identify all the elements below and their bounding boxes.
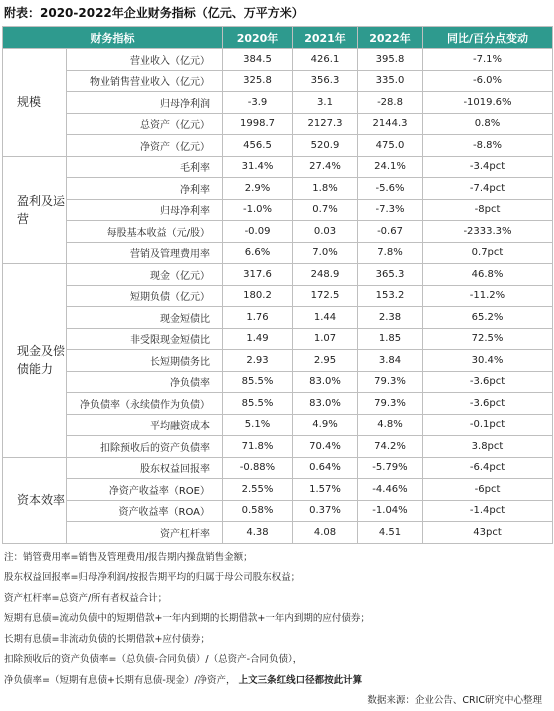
metric-name: 净利率 bbox=[67, 178, 223, 200]
value-2022: 335.0 bbox=[358, 70, 423, 92]
value-change: -3.6pct bbox=[423, 371, 553, 393]
value-2021: 83.0% bbox=[293, 371, 358, 393]
value-change: -7.1% bbox=[423, 49, 553, 71]
value-change: -6.4pct bbox=[423, 457, 553, 479]
table-row bbox=[3, 70, 553, 92]
note-line: 短期有息债=流动负债中的短期借款+一年内到期的长期借款+一年内到期的应付债券； bbox=[4, 613, 370, 624]
value-change: 0.8% bbox=[423, 113, 553, 135]
value-change: 72.5% bbox=[423, 328, 553, 350]
value-2021: 0.7% bbox=[293, 199, 358, 221]
table-row bbox=[3, 457, 553, 479]
value-2021: 0.64% bbox=[293, 457, 358, 479]
value-2020: 1.76 bbox=[223, 307, 293, 329]
table-row bbox=[3, 49, 553, 71]
note-line: 股东权益回报率=归母净利润/按报告期平均的归属于母公司股东权益； bbox=[4, 572, 301, 583]
metric-name: 短期负债（亿元） bbox=[67, 285, 223, 307]
value-2021: 426.1 bbox=[293, 49, 358, 71]
table-title: 附表：2020-2022年企业财务指标（亿元、万平方米） bbox=[4, 6, 304, 20]
metric-name: 现金（亿元） bbox=[67, 264, 223, 286]
value-2021: 83.0% bbox=[293, 393, 358, 415]
value-2020: -3.9 bbox=[223, 92, 293, 114]
value-2020: 1.49 bbox=[223, 328, 293, 350]
table-row bbox=[3, 242, 553, 264]
value-2022: 7.8% bbox=[358, 242, 423, 264]
value-2021: 0.37% bbox=[293, 500, 358, 522]
metric-name: 净负债率 bbox=[67, 371, 223, 393]
value-2022: 24.1% bbox=[358, 156, 423, 178]
value-2022: 365.3 bbox=[358, 264, 423, 286]
metric-name: 每股基本收益（元/股） bbox=[67, 221, 223, 243]
notes bbox=[0, 548, 554, 692]
value-2020: 2.9% bbox=[223, 178, 293, 200]
table-row bbox=[3, 113, 553, 135]
value-2021: 520.9 bbox=[293, 135, 358, 157]
header-2022: 2022年 bbox=[358, 27, 423, 49]
metric-name: 总资产（亿元） bbox=[67, 113, 223, 135]
value-2020: 6.6% bbox=[223, 242, 293, 264]
metric-name: 净资产收益率（ROE） bbox=[67, 479, 223, 501]
metric-name: 股东权益回报率 bbox=[67, 457, 223, 479]
value-2020: 1998.7 bbox=[223, 113, 293, 135]
data-source: 数据来源：企业公告、CRIC研究中心整理 bbox=[367, 695, 542, 706]
value-2021: 7.0% bbox=[293, 242, 358, 264]
value-change: -6pct bbox=[423, 479, 553, 501]
metric-name: 资产杠杆率 bbox=[67, 522, 223, 544]
metric-name: 非受限现金短债比 bbox=[67, 328, 223, 350]
table-row bbox=[3, 500, 553, 522]
value-2020: -1.0% bbox=[223, 199, 293, 221]
value-change: -6.0% bbox=[423, 70, 553, 92]
value-change: 46.8% bbox=[423, 264, 553, 286]
value-2022: 153.2 bbox=[358, 285, 423, 307]
header-metric: 财务指标 bbox=[3, 27, 223, 49]
table-row bbox=[3, 285, 553, 307]
value-change: -11.2% bbox=[423, 285, 553, 307]
value-change: 65.2% bbox=[423, 307, 553, 329]
category-label: 资本效率 bbox=[3, 457, 67, 543]
header-2021: 2021年 bbox=[293, 27, 358, 49]
value-2020: 5.1% bbox=[223, 414, 293, 436]
table-row bbox=[3, 350, 553, 372]
category-label: 规模 bbox=[3, 49, 67, 157]
value-2021: 70.4% bbox=[293, 436, 358, 458]
note-line bbox=[4, 671, 554, 692]
value-change: 43pct bbox=[423, 522, 553, 544]
table-row bbox=[3, 178, 553, 200]
metric-name: 平均融资成本 bbox=[67, 414, 223, 436]
table-row bbox=[3, 199, 553, 221]
value-2022: -0.67 bbox=[358, 221, 423, 243]
table-row bbox=[3, 436, 553, 458]
metric-name: 营业收入（亿元） bbox=[67, 49, 223, 71]
value-change: -0.1pct bbox=[423, 414, 553, 436]
value-2022: -1.04% bbox=[358, 500, 423, 522]
value-2020: 2.55% bbox=[223, 479, 293, 501]
metric-name: 现金短债比 bbox=[67, 307, 223, 329]
table-row bbox=[3, 264, 553, 286]
value-2022: 74.2% bbox=[358, 436, 423, 458]
table-row bbox=[3, 92, 553, 114]
value-2022: -4.46% bbox=[358, 479, 423, 501]
value-2020: 180.2 bbox=[223, 285, 293, 307]
metric-name: 归母净利率 bbox=[67, 199, 223, 221]
value-2021: 4.9% bbox=[293, 414, 358, 436]
value-change: 30.4% bbox=[423, 350, 553, 372]
value-2022: -5.79% bbox=[358, 457, 423, 479]
table-body bbox=[3, 49, 553, 544]
value-change: -7.4pct bbox=[423, 178, 553, 200]
metric-name: 毛利率 bbox=[67, 156, 223, 178]
value-2021: 3.1 bbox=[293, 92, 358, 114]
table-row bbox=[3, 156, 553, 178]
value-change: -2333.3% bbox=[423, 221, 553, 243]
metric-name: 物业销售营业收入（亿元） bbox=[67, 70, 223, 92]
value-2021: 2127.3 bbox=[293, 113, 358, 135]
value-change: -8.8% bbox=[423, 135, 553, 157]
value-2022: -5.6% bbox=[358, 178, 423, 200]
note-line: 资产杠杆率=总资产/所有者权益合计； bbox=[4, 592, 168, 604]
value-2020: 384.5 bbox=[223, 49, 293, 71]
table-row bbox=[3, 371, 553, 393]
value-2022: -7.3% bbox=[358, 199, 423, 221]
metric-name: 营销及管理费用率 bbox=[67, 242, 223, 264]
table-header-row bbox=[3, 27, 553, 49]
value-2020: -0.88% bbox=[223, 457, 293, 479]
value-2022: 4.51 bbox=[358, 522, 423, 544]
value-2022: -28.8 bbox=[358, 92, 423, 114]
table-row bbox=[3, 414, 553, 436]
metric-name: 净资产（亿元） bbox=[67, 135, 223, 157]
value-2021: 1.57% bbox=[293, 479, 358, 501]
value-change: -1.4pct bbox=[423, 500, 553, 522]
value-2020: 4.38 bbox=[223, 522, 293, 544]
value-change: -3.6pct bbox=[423, 393, 553, 415]
financial-table bbox=[2, 26, 553, 544]
value-2020: 85.5% bbox=[223, 393, 293, 415]
value-2021: 1.07 bbox=[293, 328, 358, 350]
value-2022: 1.85 bbox=[358, 328, 423, 350]
value-2020: 85.5% bbox=[223, 371, 293, 393]
category-label: 盈利及运营 bbox=[3, 156, 67, 264]
metric-name: 净负债率（永续债作为负债） bbox=[67, 393, 223, 415]
value-2021: 27.4% bbox=[293, 156, 358, 178]
note-bold: 上文三条红线口径都按此计算 bbox=[238, 674, 363, 686]
value-2021: 2.95 bbox=[293, 350, 358, 372]
value-2020: 456.5 bbox=[223, 135, 293, 157]
note-line: 扣除预收后的资产负债率=（总负债-合同负债）/（总资产-合同负债）， bbox=[4, 654, 303, 665]
value-2022: 2144.3 bbox=[358, 113, 423, 135]
table-row bbox=[3, 479, 553, 501]
metric-name: 资产收益率（ROA） bbox=[67, 500, 223, 522]
value-change: -3.4pct bbox=[423, 156, 553, 178]
header-change: 同比/百分点变动 bbox=[423, 27, 553, 49]
table-row bbox=[3, 328, 553, 350]
metric-name: 归母净利润 bbox=[67, 92, 223, 114]
metric-name: 扣除预收后的资产负债率 bbox=[67, 436, 223, 458]
value-change: -8pct bbox=[423, 199, 553, 221]
value-2021: 356.3 bbox=[293, 70, 358, 92]
table-row bbox=[3, 393, 553, 415]
value-2022: 79.3% bbox=[358, 371, 423, 393]
note-line: 长期有息债=非流动负债的长期借款+应付债券； bbox=[4, 633, 210, 645]
value-change: -1019.6% bbox=[423, 92, 553, 114]
metric-name: 长短期债务比 bbox=[67, 350, 223, 372]
value-2020: 317.6 bbox=[223, 264, 293, 286]
value-2020: 71.8% bbox=[223, 436, 293, 458]
value-2022: 3.84 bbox=[358, 350, 423, 372]
value-2020: 31.4% bbox=[223, 156, 293, 178]
value-2022: 475.0 bbox=[358, 135, 423, 157]
value-2022: 395.8 bbox=[358, 49, 423, 71]
value-2020: 325.8 bbox=[223, 70, 293, 92]
value-2021: 1.8% bbox=[293, 178, 358, 200]
value-2021: 1.44 bbox=[293, 307, 358, 329]
value-2021: 0.03 bbox=[293, 221, 358, 243]
value-2020: 2.93 bbox=[223, 350, 293, 372]
value-2020: 0.58% bbox=[223, 500, 293, 522]
note-text: 净负债率=（短期有息债+长期有息债-现金）/净资产， bbox=[4, 674, 236, 686]
value-2022: 79.3% bbox=[358, 393, 423, 415]
header-2020: 2020年 bbox=[223, 27, 293, 49]
value-2021: 172.5 bbox=[293, 285, 358, 307]
table-row bbox=[3, 522, 553, 544]
value-change: 0.7pct bbox=[423, 242, 553, 264]
table-row bbox=[3, 135, 553, 157]
category-label: 现金及偿债能力 bbox=[3, 264, 67, 458]
table-row bbox=[3, 221, 553, 243]
table-row bbox=[3, 307, 553, 329]
note-line: 注：销管费用率=销售及管理费用/报告期内操盘销售金额； bbox=[4, 551, 253, 563]
value-change: 3.8pct bbox=[423, 436, 553, 458]
value-2021: 4.08 bbox=[293, 522, 358, 544]
value-2020: -0.09 bbox=[223, 221, 293, 243]
value-2021: 248.9 bbox=[293, 264, 358, 286]
value-2022: 2.38 bbox=[358, 307, 423, 329]
value-2022: 4.8% bbox=[358, 414, 423, 436]
